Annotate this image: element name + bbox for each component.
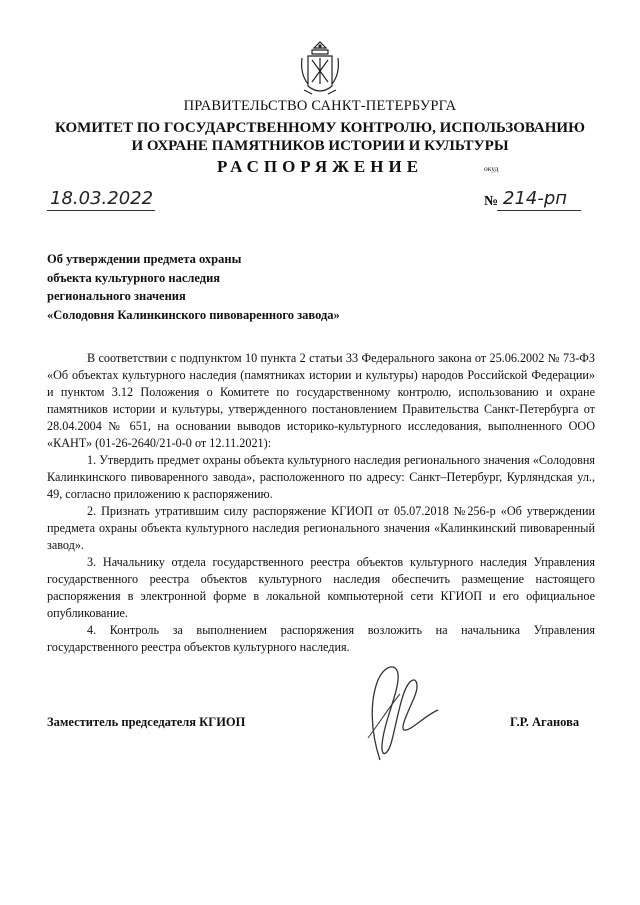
subject-line: объекта культурного наследия: [47, 270, 221, 285]
subject-line: Об утверждении предмета охраны: [47, 252, 242, 266]
okud-label: окуд: [484, 164, 499, 173]
document-number: 214-рп: [503, 188, 568, 209]
subject-line: «Солодовня Калинкинского пивоваренного завода»: [47, 307, 340, 322]
clause-2: 2. Признать утратившим силу распоряжение КГИОП от 05.07.2018 №256-р «Об утверждении предмета охраны объекта культурного наследия регионального значения «Калинкинский пивоваренный завод».: [47, 504, 595, 552]
clause-3: 3. Начальнику отдела государственного реестра объектов культурного наследия Управления государственного реестра объектов культурного наследия обеспечить размещение настоящего распоряжения в электронной форме в локальной компьютерной сети КГИОП и его официальное опубликование.: [47, 555, 595, 620]
clause-4: 4. Контроль за выполнением распоряжения возложить на начальника Управления государственного реестра объектов культурного наследия.: [47, 623, 595, 654]
committee-title: [0, 119, 640, 155]
number-sign: №: [484, 194, 499, 209]
signer-name: Г.Р. Аганова: [510, 715, 580, 729]
coat-of-arms-icon: [298, 40, 342, 98]
government-title: ПРАВИТЕЛЬСТВО САНКТ-ПЕТЕРБУРГА: [183, 98, 457, 114]
preamble-paragraph: В соответствии с подпунктом 10 пункта 2 статьи 33 Федерального закона от 25.06.2002 № 73-ФЗ «Об объектах культурного наследия (памятниках истории и культуры) народов Российской Федерации» и пунктом 3.12 Положения о Комитете по государственному контролю, использованию и охране памятников истории и культуры, утвержденного постановлением Правительства Санкт-Петербурга от 28.04.2004 № 651, на основании выводов историко-культурного исследования, выполненного ООО «КАНТ» (01-26-2640/21-0-0 от 12.11.2021):: [47, 351, 595, 450]
signer-title: Заместитель председателя КГИОП: [47, 715, 246, 729]
signature-icon: [340, 650, 450, 770]
document-body: [47, 350, 595, 656]
date-underline: [47, 210, 155, 211]
clause-1: 1. Утвердить предмет охраны объекта культурного наследия регионального значения «Солодовня Калинкинского пивоваренного завода», расположенного по адресу: Санкт–Петербург, Курляндская ул., 49, согласно приложению к распоряжению.: [47, 453, 595, 501]
document-subject: [47, 250, 340, 324]
committee-title-line-2: И ОХРАНЕ ПАМЯТНИКОВ ИСТОРИИ И КУЛЬТУРЫ: [131, 138, 509, 154]
committee-title-line-1: КОМИТЕТ ПО ГОСУДАРСТВЕННОМУ КОНТРОЛЮ, ИСПОЛЬЗОВАНИЮ: [55, 120, 585, 136]
subject-line: регионального значения: [47, 289, 186, 303]
number-underline: [497, 210, 581, 211]
document-type: РАСПОРЯЖЕНИЕ: [216, 157, 424, 176]
document-date: 18.03.2022: [50, 188, 154, 209]
